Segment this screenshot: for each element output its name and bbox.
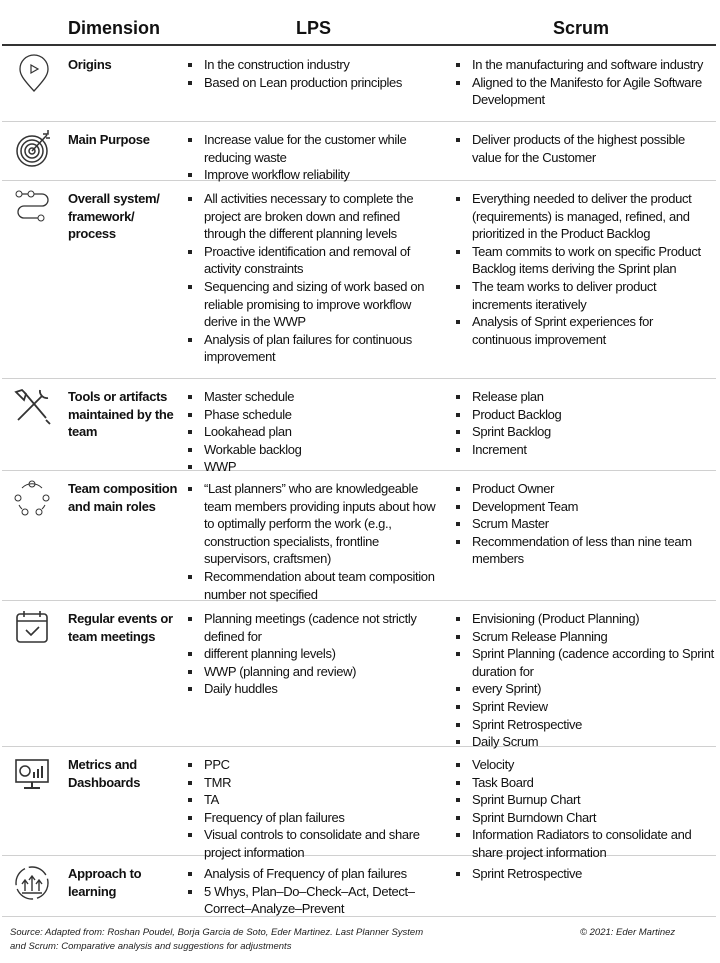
lps-item: Master schedule: [188, 388, 444, 406]
lps-item: 5 Whys, Plan–Do–Check–Act, Detect–Correct–Analyze–Prevent: [188, 883, 444, 918]
scrum-item: Sprint Burndown Chart: [456, 809, 714, 827]
scrum-item: Deliver products of the highest possible value for the Customer: [456, 131, 714, 166]
lps-item: Visual controls to consolidate and share project information: [188, 826, 444, 861]
scrum-item: Product Owner: [456, 480, 714, 498]
lps-item: Recommendation about team composition number not specified: [188, 568, 444, 603]
scrum-item: Development Team: [456, 498, 714, 516]
copyright: © 2021: Eder Martinez: [580, 927, 676, 938]
lps-list: [188, 480, 444, 603]
team-cycle-icon: [10, 478, 54, 518]
scrum-list: [456, 756, 714, 862]
lps-item: Planning meetings (cadence not strictly defined for: [188, 610, 444, 645]
scrum-list: [456, 190, 714, 348]
scrum-item: Information Radiators to consolidate and share project information: [456, 826, 714, 861]
lps-item: All activities necessary to complete the project are broken down and refined through the different planning levels: [188, 190, 444, 243]
scrum-item: Increment: [456, 441, 714, 459]
lps-list: [188, 190, 444, 366]
scrum-item: every Sprint): [456, 680, 714, 698]
scrum-list: [456, 56, 714, 109]
lps-item: Phase schedule: [188, 406, 444, 424]
dimension-label: Approach to learning: [68, 866, 142, 899]
lps-item: Proactive identification and removal of activity constraints: [188, 243, 444, 278]
scrum-item: Scrum Release Planning: [456, 628, 714, 646]
lps-item: “Last planners” who are knowledgeable team members providing inputs about how to optimally perform the work (e.g., construction specialists, frontline supervisors, craftsmen): [188, 480, 444, 568]
process-flow-icon: [10, 188, 54, 228]
scrum-item: Sprint Retrospective: [456, 865, 714, 883]
scrum-item: Product Backlog: [456, 406, 714, 424]
table-row: [2, 46, 716, 122]
lps-list: [188, 610, 444, 698]
header-scrum: Scrum: [553, 18, 610, 38]
scrum-item: Scrum Master: [456, 515, 714, 533]
dimension-label: Tools or artifacts maintained by the team: [68, 389, 174, 440]
scrum-item: In the manufacturing and software industry: [456, 56, 714, 74]
source-note: Source: Adapted from: Roshan Poudel, Borja Garcia de Soto, Eder Martinez. Last Planner System and Scrum: Comparative analysis and suggestions for adjustments: [10, 927, 424, 952]
scrum-item: Sprint Burnup Chart: [456, 791, 714, 809]
lps-list: [188, 56, 444, 91]
scrum-list: [456, 131, 714, 166]
lps-list: [188, 865, 444, 918]
table-row: [2, 470, 716, 601]
table-row: [2, 600, 716, 750]
lps-item: Improve workflow reliability: [188, 166, 444, 184]
lps-list: [188, 388, 444, 476]
scrum-item: Sprint Backlog: [456, 423, 714, 441]
lps-item: Workable backlog: [188, 441, 444, 459]
scrum-item: Team commits to work on specific Product Backlog items deriving the Sprint plan: [456, 243, 714, 278]
header-lps: LPS: [296, 18, 332, 38]
location-pin-play-icon: [10, 54, 54, 94]
lps-item: WWP (planning and review): [188, 663, 444, 681]
scrum-item: Daily Scrum: [456, 733, 714, 751]
lps-list: [188, 131, 444, 184]
dimension-label: Metrics and Dashboards: [68, 757, 141, 790]
table-row: [2, 180, 716, 379]
lps-item: Daily huddles: [188, 680, 444, 698]
dimension-label: Regular events or team meetings: [68, 611, 173, 644]
scrum-item: Everything needed to deliver the product (requirements) is managed, refined, and prioritized in the Product Backlog: [456, 190, 714, 243]
scrum-list: [456, 480, 714, 568]
lps-item: Analysis of Frequency of plan failures: [188, 865, 444, 883]
table-row: [2, 378, 716, 475]
scrum-list: [456, 610, 714, 751]
scrum-item: Analysis of Sprint experiences for continuous improvement: [456, 313, 714, 348]
lps-item: TA: [188, 791, 444, 809]
lps-item: Analysis of plan failures for continuous improvement: [188, 331, 444, 366]
dimension-label: Origins: [68, 57, 112, 72]
calendar-check-icon: [10, 608, 54, 648]
scrum-item: Envisioning (Product Planning): [456, 610, 714, 628]
lps-item: PPC: [188, 756, 444, 774]
scrum-item: Sprint Retrospective: [456, 716, 714, 734]
dimension-label: Main Purpose: [68, 132, 150, 147]
target-arrow-icon: [10, 129, 54, 169]
lps-list: [188, 756, 444, 862]
lps-item: TMR: [188, 774, 444, 792]
scrum-item: Release plan: [456, 388, 714, 406]
lps-item: Lookahead plan: [188, 423, 444, 441]
lps-item: Sequencing and sizing of work based on reliable promising to improve workflow derive in the WWP: [188, 278, 444, 331]
tools-icon: [10, 386, 54, 426]
scrum-item: Task Board: [456, 774, 714, 792]
lps-item: Increase value for the customer while reducing waste: [188, 131, 444, 166]
learning-growth-icon: [10, 863, 54, 903]
lps-item: WWP: [188, 458, 444, 476]
table-row: [2, 746, 716, 860]
scrum-list: [456, 865, 714, 883]
dimension-label: Overall system/ framework/ process: [68, 191, 160, 242]
scrum-item: Velocity: [456, 756, 714, 774]
scrum-item: Aligned to the Manifesto for Agile Software Development: [456, 74, 714, 109]
scrum-item: Sprint Planning (cadence according to Sprint duration for: [456, 645, 714, 680]
lps-item: Frequency of plan failures: [188, 809, 444, 827]
lps-item: different planning levels): [188, 645, 444, 663]
table-row: [2, 855, 716, 917]
dashboard-monitor-icon: [10, 754, 54, 794]
table-row: [2, 121, 716, 181]
scrum-list: [456, 388, 714, 458]
scrum-item: Sprint Review: [456, 698, 714, 716]
header-dimension: Dimension: [68, 18, 161, 38]
lps-item: In the construction industry: [188, 56, 444, 74]
lps-item: Based on Lean production principles: [188, 74, 444, 92]
scrum-item: The team works to deliver product increments iteratively: [456, 278, 714, 313]
dimension-label: Team composition and main roles: [68, 481, 178, 514]
scrum-item: Recommendation of less than nine team members: [456, 533, 714, 568]
